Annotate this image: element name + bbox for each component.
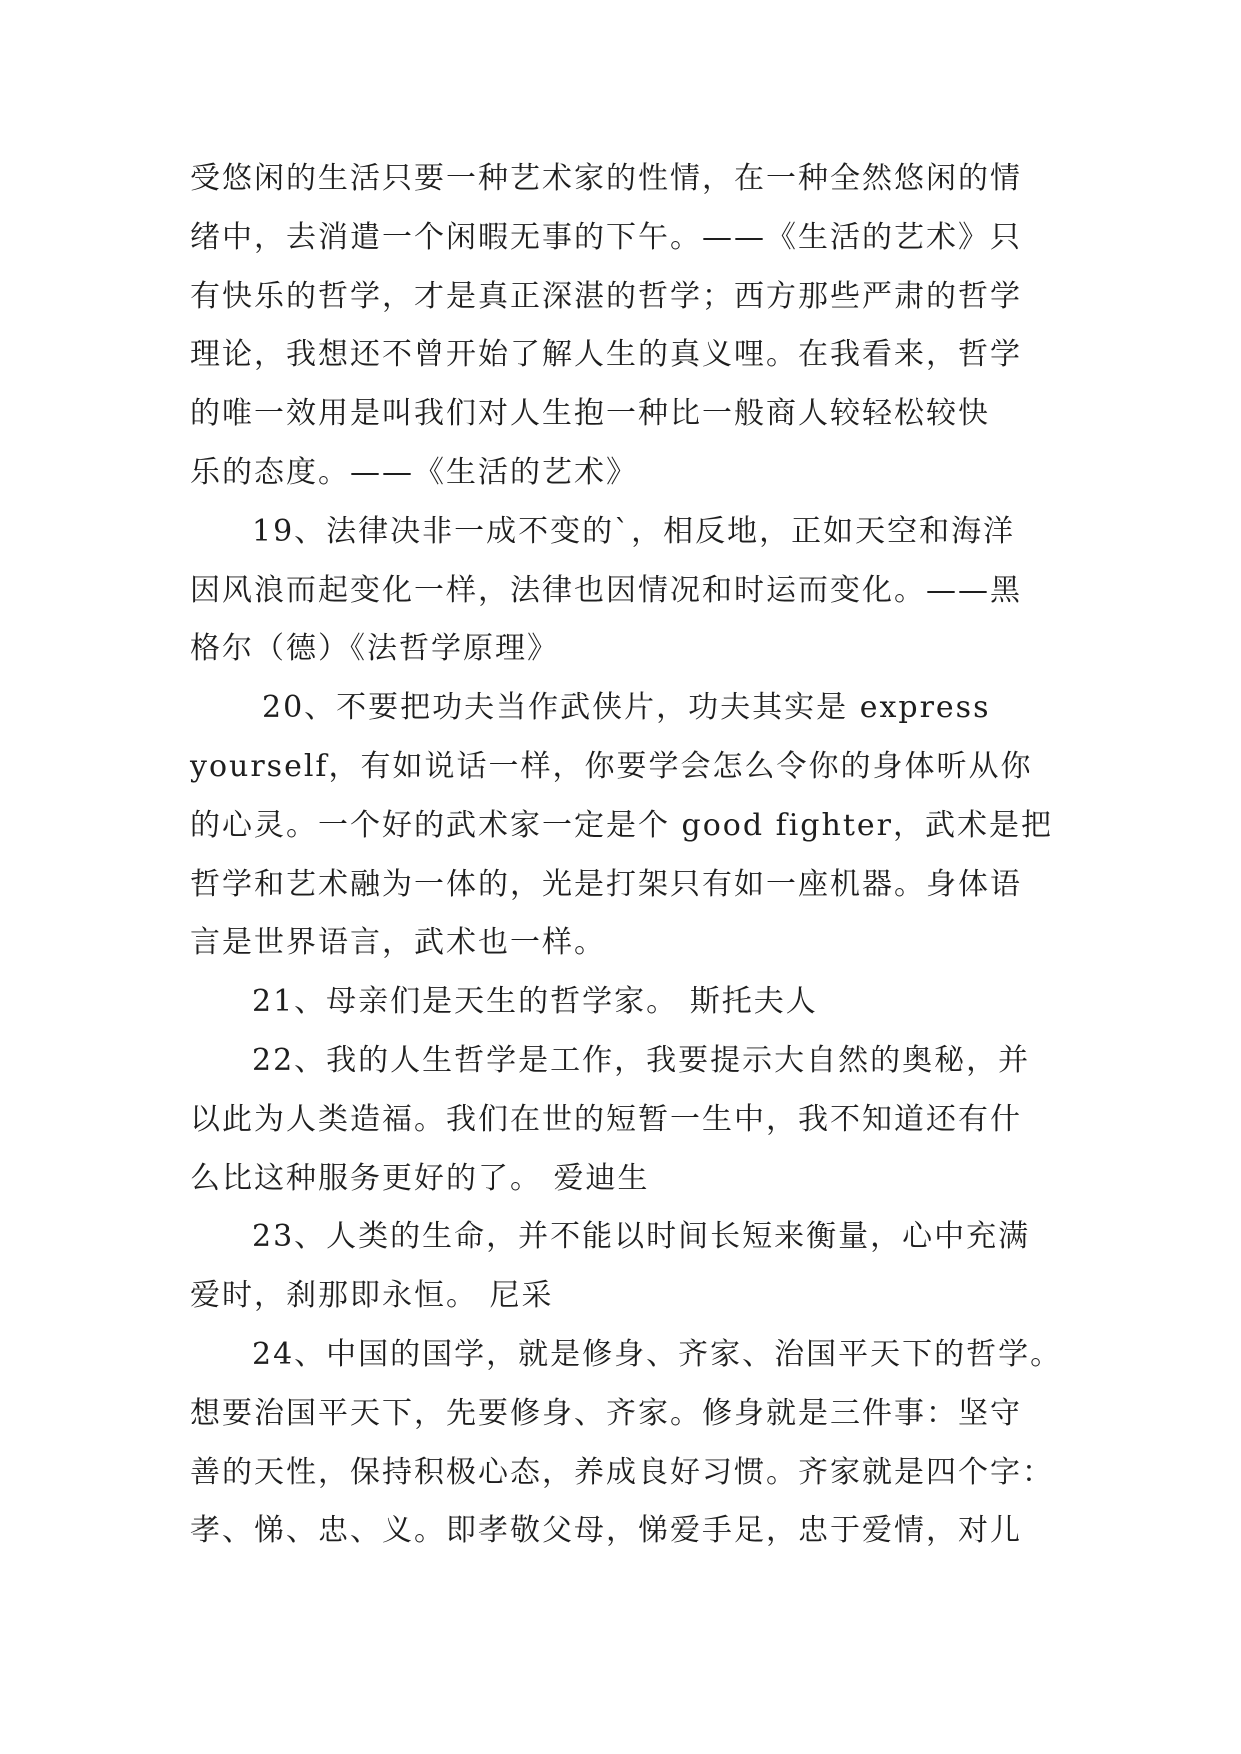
quote-23-start: 23、人类的生命，并不能以时间长短来衡量，心中充满: [252, 1219, 1031, 1255]
quote-20-start: 20、不要把功夫当作武侠片，功夫其实是 express: [262, 690, 991, 726]
quote-24-start: 24、中国的国学，就是修身、齐家、治国平天下的哲学。: [252, 1336, 1063, 1372]
text-line: 的心灵。一个好的武术家一定是个 good fighter，武术是把: [190, 807, 1053, 843]
text-line: 有快乐的哲学，才是真正深湛的哲学；西方那些严肃的哲学: [190, 278, 1022, 314]
text-line: 善的天性，保持积极心态，养成良好习惯。齐家就是四个字：: [190, 1454, 1054, 1490]
quote-19-start: 19、法律决非一成不变的`，相反地，正如天空和海洋: [252, 513, 1016, 549]
text-line: 么比这种服务更好的了。 爱迪生: [190, 1160, 650, 1196]
text-line: 爱时，刹那即永恒。 尼采: [190, 1278, 554, 1314]
text-line: 理论，我想还不曾开始了解人生的真义哩。在我看来，哲学: [190, 337, 1022, 373]
text-line: 格尔（德）《法哲学原理》: [190, 631, 559, 667]
document-body: [190, 150, 1063, 1561]
text-line: 绪中，去消遣一个闲暇无事的下午。——《生活的艺术》只: [190, 219, 1022, 255]
text-line: 孝、悌、忠、义。即孝敬父母，悌爱手足，忠于爱情，对儿: [190, 1513, 1022, 1549]
text-line: 乐的态度。——《生活的艺术》: [190, 454, 638, 490]
text-line: 以此为人类造福。我们在世的短暂一生中，我不知道还有什: [190, 1101, 1022, 1137]
quote-21: 21、母亲们是天生的哲学家。 斯托夫人: [252, 984, 818, 1020]
text-line: 因风浪而起变化一样，法律也因情况和时运而变化。——黑: [190, 572, 1022, 608]
text-line: 受悠闲的生活只要一种艺术家的性情，在一种全然悠闲的情: [190, 161, 1022, 196]
text-line: yourself，有如说话一样，你要学会怎么令你的身体听从你: [190, 748, 1033, 784]
text-line: 言是世界语言，武术也一样。: [190, 925, 606, 961]
text-line: 想要治国平天下，先要修身、齐家。修身就是三件事：坚守: [190, 1395, 1022, 1431]
text-line: 哲学和艺术融为一体的，光是打架只有如一座机器。身体语: [190, 866, 1022, 902]
quote-22-start: 22、我的人生哲学是工作，我要提示大自然的奥秘，并: [252, 1042, 1031, 1078]
text-line: 的唯一效用是叫我们对人生抱一种比一般商人较轻松较快: [190, 396, 990, 432]
